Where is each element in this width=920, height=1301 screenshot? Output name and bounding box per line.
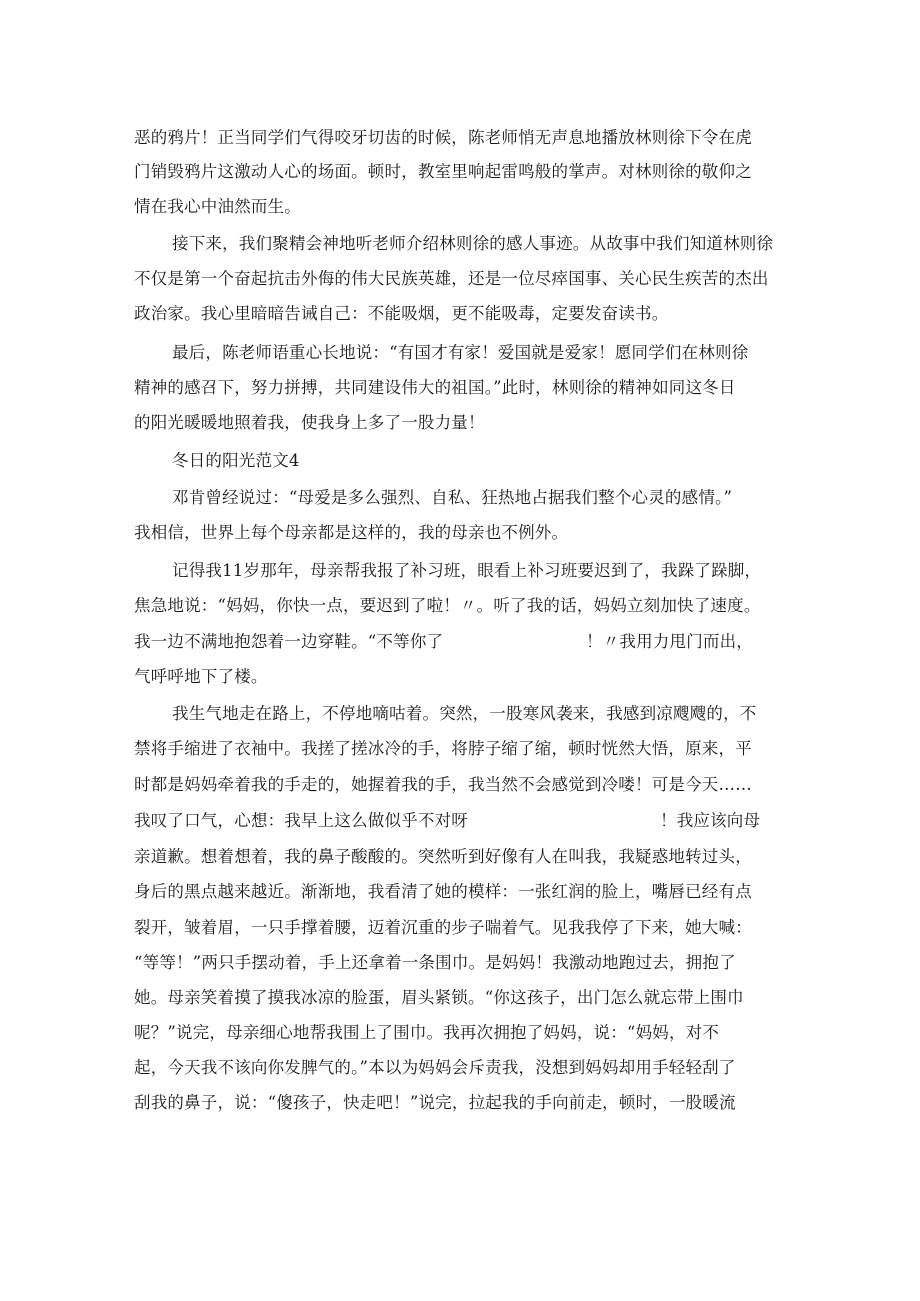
paragraph-6-line-9: 她。母亲笑着摸了摸我冰凉的脸蛋，眉头紧锁。“你这孩子，出门怎么就忘带上围巾: [134, 988, 744, 1007]
paragraph-6-line-4-right: ！我应该向母: [660, 811, 761, 830]
paragraph-3-line-3: 的阳光暖暖地照着我，使我身上多了一股力量！: [134, 413, 485, 432]
section-title: 冬日的阳光范文4: [172, 451, 300, 470]
paragraph-6-line-6: 身后的黑点越来越近。渐渐地，我看清了她的模样：一张红润的脸上，嘴唇已经有点: [134, 882, 752, 901]
paragraph-6-line-8: “等等！”两只手摆动着，手上还拿着一条围巾。是妈妈！我激动地跑过去，拥抱了: [134, 953, 736, 972]
paragraph-6-line-2: 禁将手缩进了衣袖中。我搓了搓冰冷的手，将脖子缩了缩，顿时恍然大悟，原来，平: [134, 739, 752, 758]
paragraph-6-line-10: 呢？”说完，母亲细心地帮我围上了围巾。我再次拥抱了妈妈，说：“妈妈，对不: [134, 1023, 720, 1042]
paragraph-5-line-2: 焦急地说：“妈妈，你快一点，要迟到了啦！〃。听了我的话，妈妈立刻加快了速度。: [134, 596, 761, 615]
paragraph-5-line-3-right: ！〃我用力甩门而出，: [586, 632, 753, 651]
paragraph-2-line-3: 政治家。我心里暗暗告诫自己：不能吸烟，更不能吸毒，定要发奋读书。: [134, 304, 669, 323]
paragraph-3-line-2: 精神的感召下，努力拼搏，共同建设伟大的祖国。”此时，林则徐的精神如同这冬日: [134, 378, 736, 397]
paragraph-6-line-3: 时都是妈妈牵着我的手走的，她握着我的手，我当然不会感觉到冷喽！可是今天……: [134, 775, 752, 794]
paragraph-2-line-2: 不仅是第一个奋起抗击外侮的伟大民族英雄，还是一位尽瘁国事、关心民生疾苦的杰出: [134, 269, 769, 288]
paragraph-2-line-1: 接下来，我们聚精会神地听老师介绍林则徐的感人事迹。从故事中我们知道林则徐: [172, 234, 774, 253]
paragraph-6-line-5: 亲道歉。想着想着，我的鼻子酸酸的。突然听到好像有人在叫我，我疑惑地转过头，: [134, 847, 752, 866]
paragraph-4-line-2: 我相信，世界上每个母亲都是这样的，我的母亲也不例外。: [134, 523, 569, 542]
paragraph-6-line-7: 裂开，皱着眉，一只手撑着腰，迈着沉重的步子喘着气。见我我停了下来，她大喊：: [134, 918, 752, 937]
paragraph-1-line-2: 门销毁鸦片这激动人心的场面。顿时，教室里响起雷鸣般的掌声。对林则徐的敬仰之: [134, 162, 752, 181]
paragraph-1-line-1: 恶的鸦片！正当同学们气得咬牙切齿的时候，陈老师悄无声息地播放林则徐下令在虎: [134, 128, 752, 147]
paragraph-6-line-11: 起，今天我不该向你发脾气的。”本以为妈妈会斥责我，没想到妈妈却用手轻轻刮了: [134, 1058, 736, 1077]
paragraph-4-line-1: 邓肯曾经说过：“母爱是多么强烈、自私、狂热地占据我们整个心灵的感情。”: [172, 488, 733, 507]
paragraph-5-line-3-left: 我一边不满地抱怨着一边穿鞋。“不等你了: [134, 632, 444, 651]
paragraph-3-line-1: 最后，陈老师语重心长地说：“有国才有家！爱国就是爱家！愿同学们在林则徐: [172, 343, 749, 362]
paragraph-6-line-12: 刮我的鼻子，说：“傻孩子，快走吧！”说完，拉起我的手向前走，顿时，一股暖流: [134, 1093, 736, 1112]
paragraph-6-line-1: 我生气地走在路上，不停地嘀咕着。突然，一股寒风袭来，我感到凉飕飕的，不: [172, 704, 757, 723]
paragraph-6-line-4-left: 我叹了口气，心想：我早上这么做似乎不对呀: [134, 811, 468, 830]
paragraph-5-line-4: 气呼呼地下了楼。: [134, 667, 268, 686]
paragraph-5-line-1: 记得我11岁那年，母亲帮我报了补习班，眼看上补习班要迟到了，我跺了跺脚，: [172, 561, 762, 580]
paragraph-1-line-3: 情在我心中油然而生。: [134, 197, 301, 216]
